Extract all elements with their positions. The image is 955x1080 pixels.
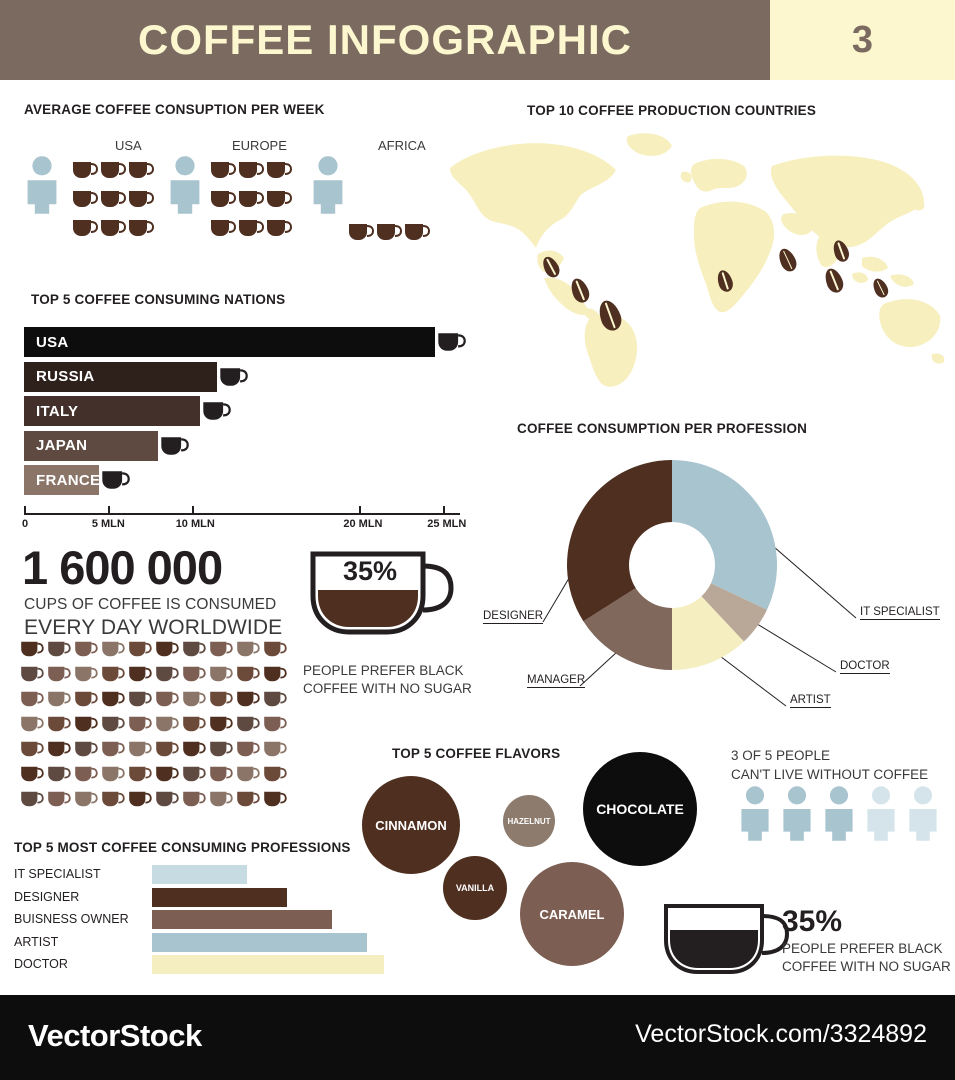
cup-icon	[182, 790, 206, 808]
cup-icon	[47, 690, 71, 708]
page-number: 3	[851, 18, 874, 61]
prof-bar	[152, 865, 247, 884]
cup-icon-wrap	[238, 218, 264, 243]
coffee-cup-icon-2	[660, 900, 790, 980]
cup-icon	[101, 469, 130, 491]
cup-icon	[128, 715, 152, 733]
cup-icon-wrap	[404, 222, 430, 247]
cup-icon-wrap	[72, 218, 98, 243]
cup-icon-wrap	[376, 222, 402, 247]
cup-icon-wrap	[20, 640, 44, 663]
black-coffee-percent-2: 35%	[782, 905, 843, 938]
cup-icon-wrap	[101, 715, 125, 738]
cup-icon-wrap	[437, 331, 466, 358]
cup-icon-wrap	[128, 790, 152, 813]
cup-icon-wrap	[182, 690, 206, 713]
weekly-group-label: AFRICA	[378, 138, 426, 153]
cup-icon-wrap	[209, 790, 233, 813]
cup-icon-wrap	[101, 665, 125, 688]
person-figure	[906, 786, 940, 846]
cup-icon-wrap	[101, 765, 125, 788]
bar	[24, 431, 158, 461]
person-icon	[167, 156, 203, 214]
cup-icon	[47, 665, 71, 683]
big-number: 1 600 000	[22, 541, 223, 594]
person-icon	[780, 786, 814, 841]
cup-icon	[182, 640, 206, 658]
cup-icon-wrap	[128, 715, 152, 738]
cup-icon-wrap	[128, 189, 154, 214]
cup-icon-wrap	[236, 715, 260, 738]
cup-icon	[155, 765, 179, 783]
donut-label: DOCTOR	[840, 660, 890, 672]
cup-icon	[238, 189, 264, 209]
cup-icon	[128, 160, 154, 180]
flavor-bubble: CHOCOLATE	[583, 752, 697, 866]
prof-bar	[152, 910, 332, 929]
cup-icon	[263, 665, 287, 683]
cup-icon	[101, 640, 125, 658]
cup-icon-wrap	[155, 640, 179, 663]
cup-icon	[20, 790, 44, 808]
axis-tick-label: 0	[22, 518, 29, 530]
flavor-bubble: VANILLA	[443, 856, 507, 920]
donut-label: IT SPECIALIST	[860, 606, 940, 618]
bar-label: RUSSIA	[36, 368, 95, 385]
section-title-consumption-week: AVERAGE COFFEE CONSUPTION PER WEEK	[24, 102, 325, 117]
cup-icon-wrap	[20, 690, 44, 713]
cup-icon	[160, 435, 189, 457]
cup-icon	[209, 790, 233, 808]
cup-icon-wrap	[100, 189, 126, 214]
cup-icon-wrap	[74, 715, 98, 738]
cup-icon	[263, 715, 287, 733]
axis-tick	[24, 506, 26, 514]
axis-tick	[443, 506, 445, 514]
cup-icon	[404, 222, 430, 242]
cup-icon-wrap	[155, 740, 179, 763]
axis-tick-label: 20 MLN	[343, 518, 383, 530]
cup-icon-wrap	[72, 189, 98, 214]
section-title-per-profession: COFFEE CONSUMPTION PER PROFESSION	[517, 421, 808, 436]
cup-icon	[20, 715, 44, 733]
cup-icon	[155, 665, 179, 683]
cup-icon	[47, 640, 71, 658]
black-coffee-caption-2: COFFEE WITH NO SUGAR	[303, 681, 472, 696]
person-figure	[864, 786, 898, 846]
cup-icon	[47, 790, 71, 808]
cup-icon	[47, 765, 71, 783]
cup-icon	[128, 640, 152, 658]
cup-icon	[437, 331, 466, 353]
person-figure	[167, 156, 203, 219]
cup-icon	[266, 160, 292, 180]
donut-label: DESIGNER	[483, 610, 544, 622]
cup-icon	[74, 640, 98, 658]
cup-icon	[155, 690, 179, 708]
cup-icon-wrap	[128, 765, 152, 788]
page-title: COFFEE INFOGRAPHIC	[137, 16, 632, 63]
cup-icon	[101, 690, 125, 708]
cup-icon	[182, 715, 206, 733]
cup-icon-wrap	[128, 665, 152, 688]
cup-icon-wrap	[101, 469, 130, 496]
cup-icon-wrap	[20, 790, 44, 813]
cup-icon	[236, 740, 260, 758]
prof-bar-label: ARTIST	[14, 934, 59, 949]
cup-icon	[128, 765, 152, 783]
cup-icon	[182, 765, 206, 783]
cup-icon	[236, 765, 260, 783]
cup-icon	[155, 640, 179, 658]
flavor-bubble: HAZELNUT	[503, 795, 555, 847]
cup-icon	[128, 740, 152, 758]
cup-icon	[263, 640, 287, 658]
axis-tick-label: 10 MLN	[175, 518, 215, 530]
cup-icon-wrap	[266, 218, 292, 243]
cup-icon-wrap	[209, 765, 233, 788]
cup-icon	[74, 715, 98, 733]
cup-icon	[101, 665, 125, 683]
cup-icon	[263, 790, 287, 808]
cup-icon	[74, 740, 98, 758]
prof-bar-label: BUISNESS OWNER	[14, 912, 129, 926]
cup-icon	[20, 665, 44, 683]
cup-icon	[128, 690, 152, 708]
footer-url: VectorStock.com/3324892	[635, 1020, 927, 1048]
cup-icon	[210, 160, 236, 180]
cup-icon-wrap	[236, 665, 260, 688]
cup-icon-wrap	[236, 740, 260, 763]
cup-icon	[209, 640, 233, 658]
cup-icon-wrap	[74, 765, 98, 788]
cup-icon	[266, 218, 292, 238]
cup-icon-wrap	[182, 790, 206, 813]
world-map	[432, 128, 947, 393]
cup-icon-wrap	[47, 790, 71, 813]
prof-bar	[152, 888, 287, 907]
three-of-five-line-1: 3 OF 5 PEOPLE	[731, 748, 831, 763]
cup-icon	[238, 160, 264, 180]
cup-icon	[202, 400, 231, 422]
cup-icon-wrap	[263, 665, 287, 688]
cup-icon-wrap	[74, 790, 98, 813]
cup-icon-wrap	[47, 665, 71, 688]
cup-icon	[263, 740, 287, 758]
cup-icon	[101, 740, 125, 758]
cup-icon	[47, 715, 71, 733]
person-icon	[738, 786, 772, 841]
cup-icon-wrap	[101, 790, 125, 813]
table-row	[24, 396, 200, 426]
cup-icon-wrap	[20, 665, 44, 688]
cup-icon	[263, 765, 287, 783]
cup-icon-wrap	[348, 222, 374, 247]
cup-icon-wrap	[20, 740, 44, 763]
flavor-bubble: CARAMEL	[520, 862, 624, 966]
cup-icon-wrap	[47, 765, 71, 788]
prof-bar-label: DESIGNER	[14, 889, 80, 904]
cup-icon-wrap	[236, 640, 260, 663]
big-number-caption-1: CUPS OF COFFEE IS CONSUMED	[24, 596, 277, 613]
cup-icon	[236, 665, 260, 683]
cup-icon	[182, 690, 206, 708]
cup-icon-wrap	[128, 218, 154, 243]
donut-hole	[629, 522, 715, 608]
bar-label: FRANCE	[36, 471, 101, 489]
cup-icon-wrap	[47, 740, 71, 763]
cup-icon	[209, 715, 233, 733]
bar	[24, 396, 200, 426]
section-title-top5-nations: TOP 5 COFFEE CONSUMING NATIONS	[31, 292, 286, 307]
table-row	[24, 465, 99, 495]
cup-icon	[182, 665, 206, 683]
cup-icon-wrap	[155, 765, 179, 788]
cup-icon	[209, 690, 233, 708]
black-coffee-2-caption-1: PEOPLE PREFER BLACK	[782, 941, 943, 956]
cup-icon-wrap	[100, 218, 126, 243]
cup-icon	[128, 790, 152, 808]
cup-icon	[20, 765, 44, 783]
cup-icon-wrap	[101, 690, 125, 713]
person-figure	[24, 156, 60, 219]
axis-tick-label: 5 MLN	[91, 518, 125, 530]
cup-icon-wrap	[263, 740, 287, 763]
footer-logo: VectorStock	[28, 1018, 202, 1053]
prof-bar-label: DOCTOR	[14, 957, 68, 971]
cup-icon	[74, 690, 98, 708]
bar-label: ITALY	[36, 402, 79, 420]
cup-icon	[74, 665, 98, 683]
cup-icon-wrap	[238, 189, 264, 214]
cup-icon-wrap	[100, 160, 126, 185]
cup-icon-wrap	[128, 740, 152, 763]
cup-icon-wrap	[263, 790, 287, 813]
header	[0, 0, 955, 80]
donut-svg	[565, 458, 779, 672]
cup-icon-wrap	[74, 740, 98, 763]
cup-icon	[376, 222, 402, 242]
cup-icon-wrap	[210, 218, 236, 243]
cup-icon	[209, 765, 233, 783]
section-title-top5-flavors: TOP 5 COFFEE FLAVORS	[392, 746, 561, 761]
cup-icon-wrap	[209, 640, 233, 663]
cup-icon-wrap	[74, 690, 98, 713]
cup-icon-wrap	[263, 765, 287, 788]
cup-icon-wrap	[128, 160, 154, 185]
cup-icon	[263, 690, 287, 708]
cup-icon-wrap	[182, 740, 206, 763]
cup-icon	[236, 640, 260, 658]
bar	[24, 465, 99, 495]
table-row	[24, 362, 217, 392]
axis-tick	[359, 506, 361, 514]
cup-icon-wrap	[182, 665, 206, 688]
cup-icon	[100, 160, 126, 180]
cup-icon	[236, 790, 260, 808]
cup-icon	[20, 640, 44, 658]
cup-icon	[100, 189, 126, 209]
person-icon	[864, 786, 898, 841]
cup-icon-wrap	[155, 715, 179, 738]
cup-icon	[74, 765, 98, 783]
cup-icon	[47, 740, 71, 758]
cup-icon-wrap	[210, 189, 236, 214]
person-icon	[310, 156, 346, 214]
cup-icon-wrap	[101, 740, 125, 763]
donut-label: ARTIST	[790, 694, 831, 706]
cup-icon-wrap	[155, 690, 179, 713]
section-title-top5-professions: TOP 5 MOST COFFEE CONSUMING PROFESSIONS	[14, 840, 351, 855]
weekly-group-label: EUROPE	[232, 138, 287, 153]
three-of-five-line-2: CAN'T LIVE WITHOUT COFFEE	[731, 767, 929, 782]
cup-icon-wrap	[72, 160, 98, 185]
cup-icon-wrap	[263, 715, 287, 738]
cup-icon-wrap	[202, 400, 231, 427]
black-coffee-caption-1: PEOPLE PREFER BLACK	[303, 663, 464, 678]
cup-icon-wrap	[209, 715, 233, 738]
cup-icon-wrap	[210, 160, 236, 185]
cup-icon-wrap	[155, 665, 179, 688]
person-figure	[310, 156, 346, 219]
cup-icon	[236, 690, 260, 708]
axis-tick-label: 25 MLN	[427, 518, 467, 530]
prof-bar-label: IT SPECIALIST	[14, 867, 101, 881]
cup-icon	[72, 189, 98, 209]
cup-icon-wrap	[182, 715, 206, 738]
cup-icon	[155, 740, 179, 758]
person-icon	[906, 786, 940, 841]
cup-icon-wrap	[263, 640, 287, 663]
cup-icon	[101, 715, 125, 733]
cup-icon-wrap	[266, 189, 292, 214]
prof-bar	[152, 955, 384, 974]
cup-icon	[210, 218, 236, 238]
cup-icon-wrap	[155, 790, 179, 813]
cup-icon-wrap	[128, 690, 152, 713]
cup-icon	[128, 665, 152, 683]
cup-icon-wrap	[236, 765, 260, 788]
cup-icon-wrap	[219, 366, 248, 393]
cup-icon-wrap	[47, 640, 71, 663]
bar	[24, 362, 217, 392]
big-number-caption-2: EVERY DAY WORLDWIDE	[24, 616, 283, 639]
cup-icon	[20, 740, 44, 758]
donut-label: MANAGER	[527, 674, 586, 686]
cup-icon-wrap	[128, 640, 152, 663]
cup-icon	[101, 790, 125, 808]
cup-icon-wrap	[209, 665, 233, 688]
cup-icon-wrap	[47, 690, 71, 713]
cup-icon-wrap	[47, 715, 71, 738]
person-figure	[738, 786, 772, 846]
cup-icon	[238, 218, 264, 238]
bar-label: JAPAN	[36, 437, 88, 454]
cup-icon-wrap	[101, 640, 125, 663]
cup-icon	[100, 218, 126, 238]
table-row	[24, 327, 435, 357]
person-figure	[780, 786, 814, 846]
cup-icon	[155, 715, 179, 733]
cup-icon	[72, 218, 98, 238]
cup-icon	[348, 222, 374, 242]
axis-tick	[192, 506, 194, 514]
bar-label: USA	[36, 333, 69, 351]
cup-icon-wrap	[209, 740, 233, 763]
table-row	[24, 431, 158, 461]
bar	[24, 327, 435, 357]
cup-icon	[128, 189, 154, 209]
cup-icon-wrap	[236, 790, 260, 813]
cup-icon-wrap	[160, 435, 189, 462]
cup-icon	[266, 189, 292, 209]
person-figure	[822, 786, 856, 846]
cup-icon-wrap	[182, 640, 206, 663]
section-title-top10-production: TOP 10 COFFEE PRODUCTION COUNTRIES	[527, 103, 817, 118]
black-coffee-percent: 35%	[343, 556, 398, 586]
weekly-group-label: USA	[115, 138, 142, 153]
cup-icon	[74, 790, 98, 808]
cup-icon-wrap	[238, 160, 264, 185]
cup-icon	[209, 665, 233, 683]
cup-icon-wrap	[209, 690, 233, 713]
cup-icon	[128, 218, 154, 238]
cup-icon	[210, 189, 236, 209]
cup-icon-wrap	[182, 765, 206, 788]
person-icon	[822, 786, 856, 841]
axis-tick	[108, 506, 110, 514]
cup-icon	[101, 765, 125, 783]
cup-icon	[209, 740, 233, 758]
cup-icon-wrap	[20, 715, 44, 738]
cup-icon	[219, 366, 248, 388]
cup-icon-wrap	[20, 765, 44, 788]
cup-icon-wrap	[266, 160, 292, 185]
cup-icon-wrap	[263, 690, 287, 713]
cup-icon	[20, 690, 44, 708]
axis-line	[24, 513, 460, 515]
world-map-svg	[432, 128, 947, 393]
person-icon	[24, 156, 60, 214]
cup-icon	[155, 790, 179, 808]
cup-icon-wrap	[74, 640, 98, 663]
cup-icon	[236, 715, 260, 733]
black-coffee-2-caption-2: COFFEE WITH NO SUGAR	[782, 959, 951, 974]
cup-icon	[72, 160, 98, 180]
cup-icon	[182, 740, 206, 758]
cup-icon-wrap	[74, 665, 98, 688]
prof-bar	[152, 933, 367, 952]
flavor-bubble: CINNAMON	[362, 776, 460, 874]
cup-icon-wrap	[236, 690, 260, 713]
